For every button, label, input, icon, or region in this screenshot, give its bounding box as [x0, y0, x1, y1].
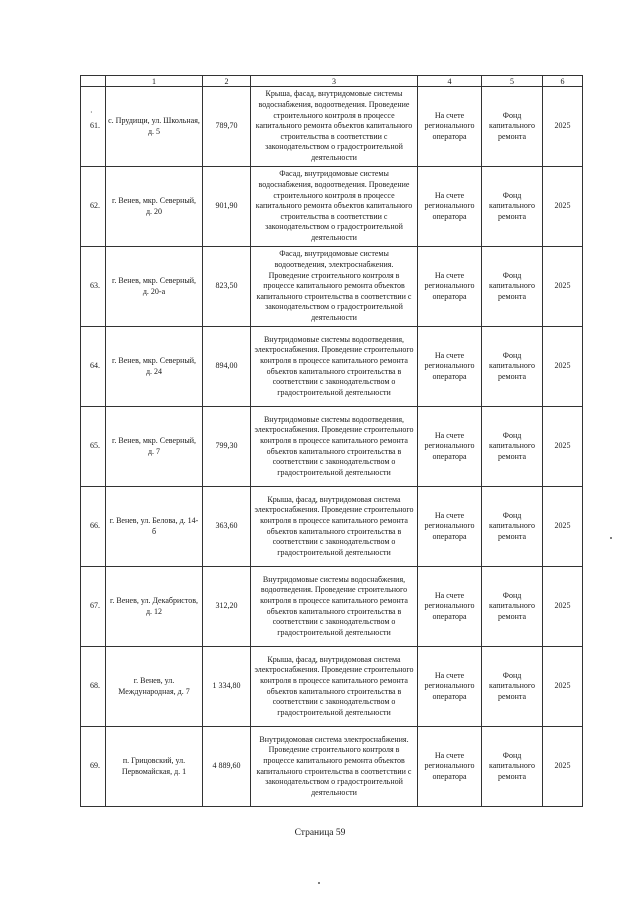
year-cell: 2025 [543, 327, 583, 407]
table-row [81, 327, 583, 407]
area-cell: 4 889,60 [203, 727, 251, 807]
address-cell: г. Венев, мкр. Северный, д. 24 [106, 327, 203, 407]
scan-mark: · [90, 108, 93, 117]
year-cell: 2025 [543, 247, 583, 327]
works-cell: Крыша, фасад, внутридомовая система электроснабжения. Проведение строительного контроля в процессе капитального ремонта объектов капитального строительства в соответствии с законодательством о градостроительной деятельности [251, 487, 418, 567]
works-cell: Внутридомовая система электроснабжения. Проведение строительного контроля в процессе капитального ремонта объектов капитального строительства в соответствии с законодательством о градостроительной деятельности [251, 727, 418, 807]
year-cell: 2025 [543, 87, 583, 167]
address-cell: г. Венев, мкр. Северный, д. 7 [106, 407, 203, 487]
works-cell: Внутридомовые системы водоотведения, электроснабжения. Проведение строительного контроля в процессе капитального ремонта объектов капитального строительства в соответствии с законодательством о градостроительной деятельности [251, 327, 418, 407]
row-number: 64. [81, 327, 106, 407]
account-cell: На счете регионального оператора [418, 167, 482, 247]
table-row [81, 407, 583, 487]
account-cell: На счете регионального оператора [418, 247, 482, 327]
fund-cell: Фонд капитального ремонта [482, 487, 543, 567]
area-cell: 1 334,80 [203, 647, 251, 727]
row-number: 62. [81, 167, 106, 247]
row-number: 61. [81, 87, 106, 167]
table-row [81, 647, 583, 727]
year-cell: 2025 [543, 647, 583, 727]
fund-cell: Фонд капитального ремонта [482, 247, 543, 327]
scan-speck [610, 537, 612, 539]
table-row [81, 567, 583, 647]
table-row [81, 727, 583, 807]
account-cell: На счете регионального оператора [418, 727, 482, 807]
works-cell: Крыша, фасад, внутридомовые системы водоснабжения, водоотведения. Проведение строительного контроля в процессе капитального ремонта объектов капитального строительства в соответствии с законодательством о градостроительной деятельности [251, 87, 418, 167]
account-cell: На счете регионального оператора [418, 327, 482, 407]
area-cell: 799,30 [203, 407, 251, 487]
row-number: 67. [81, 567, 106, 647]
header-cell: 2 [203, 76, 251, 87]
fund-cell: Фонд капитального ремонта [482, 567, 543, 647]
area-cell: 894,00 [203, 327, 251, 407]
fund-cell: Фонд капитального ремонта [482, 87, 543, 167]
table-row [81, 487, 583, 567]
table-row [81, 167, 583, 247]
table-header-row [81, 76, 583, 87]
row-number: 63. [81, 247, 106, 327]
fund-cell: Фонд капитального ремонта [482, 727, 543, 807]
row-number: 68. [81, 647, 106, 727]
account-cell: На счете регионального оператора [418, 567, 482, 647]
table-row [81, 87, 583, 167]
address-cell: г. Венев, ул. Белова, д. 14-б [106, 487, 203, 567]
works-cell: Внутридомовые системы водоотведения, электроснабжения. Проведение строительного контроля в процессе капитального ремонта объектов капитального строительства в соответствии с законодательством о градостроительной деятельности [251, 407, 418, 487]
year-cell: 2025 [543, 487, 583, 567]
area-cell: 901,90 [203, 167, 251, 247]
fund-cell: Фонд капитального ремонта [482, 167, 543, 247]
header-cell: 3 [251, 76, 418, 87]
account-cell: На счете регионального оператора [418, 647, 482, 727]
account-cell: На счете регионального оператора [418, 87, 482, 167]
fund-cell: Фонд капитального ремонта [482, 407, 543, 487]
area-cell: 823,50 [203, 247, 251, 327]
scan-speck [318, 882, 320, 884]
year-cell: 2025 [543, 167, 583, 247]
table-row [81, 247, 583, 327]
year-cell: 2025 [543, 727, 583, 807]
header-cell: 5 [482, 76, 543, 87]
works-cell: Внутридомовые системы водоснабжения, водоотведения. Проведение строительного контроля в процессе капитального ремонта объектов капитального строительства в соответствии с законодательством о градостроительной деятельности [251, 567, 418, 647]
account-cell: На счете регионального оператора [418, 487, 482, 567]
address-cell: с. Прудищи, ул. Школьная, д. 5 [106, 87, 203, 167]
address-cell: г. Венев, ул. Международная, д. 7 [106, 647, 203, 727]
fund-cell: Фонд капитального ремонта [482, 327, 543, 407]
header-cell: 1 [106, 76, 203, 87]
fund-cell: Фонд капитального ремонта [482, 647, 543, 727]
page-number: Страница 59 [294, 828, 346, 838]
repair-schedule-table [80, 75, 583, 807]
address-cell: г. Венев, ул. Декабристов, д. 12 [106, 567, 203, 647]
row-number: 66. [81, 487, 106, 567]
year-cell: 2025 [543, 567, 583, 647]
works-cell: Фасад, внутридомовые системы водоснабжения, водоотведения. Проведение строительного контроля в процессе капитального ремонта объектов капитального строительства в соответствии с законодательством о градостроительной деятельности [251, 167, 418, 247]
header-cell: 4 [418, 76, 482, 87]
row-number: 65. [81, 407, 106, 487]
year-cell: 2025 [543, 407, 583, 487]
address-cell: п. Грицовский, ул. Первомайская, д. 1 [106, 727, 203, 807]
area-cell: 312,20 [203, 567, 251, 647]
row-number: 69. [81, 727, 106, 807]
header-cell [81, 76, 106, 87]
area-cell: 363,60 [203, 487, 251, 567]
address-cell: г. Венев, мкр. Северный, д. 20 [106, 167, 203, 247]
account-cell: На счете регионального оператора [418, 407, 482, 487]
header-cell: 6 [543, 76, 583, 87]
area-cell: 789,70 [203, 87, 251, 167]
address-cell: г. Венев, мкр. Северный, д. 20-а [106, 247, 203, 327]
works-cell: Фасад, внутридомовые системы водоотведения, электроснабжения. Проведение строительного контроля в процессе капитального ремонта объектов капитального строительства в соответствии с законодательством о градостроительной деятельности [251, 247, 418, 327]
works-cell: Крыша, фасад, внутридомовая система электроснабжения. Проведение строительного контроля в процессе капитального ремонта объектов капитального строительства в соответствии с законодательством о градостроительной деятельности [251, 647, 418, 727]
